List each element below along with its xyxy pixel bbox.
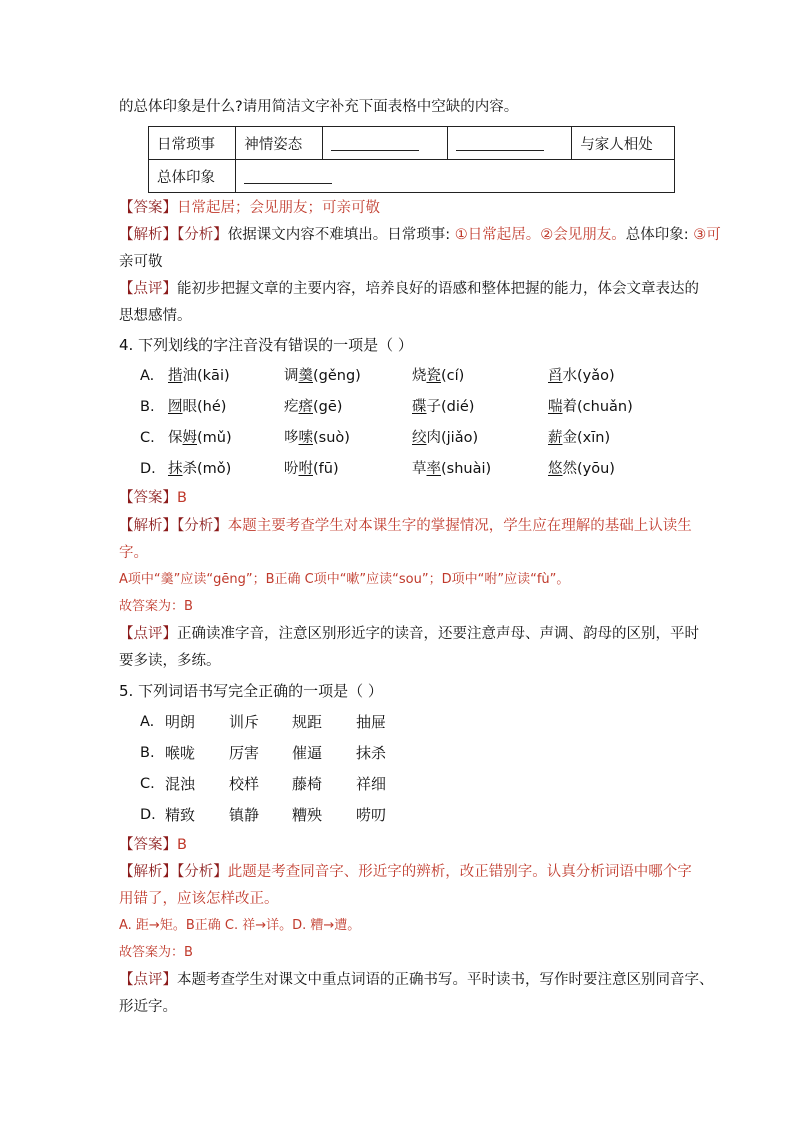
- q4-option-label: D.: [140, 461, 156, 477]
- q5-option-word: 校样: [229, 775, 260, 793]
- analysis-text: 此题是考查同音字、形近字的辨析，改正错别字。认真分析词语中哪个字: [227, 864, 692, 880]
- q4-option-item: 绞肉(jiǎo): [412, 430, 479, 446]
- q3-analysis-cont: [119, 252, 163, 272]
- analysis-highlight: ③可: [693, 227, 721, 243]
- answer-blank: [456, 136, 544, 151]
- q4-option-item: 草率(shuài): [412, 461, 492, 477]
- q5-analysis-cont: 用错了，应该怎样改正。: [119, 891, 279, 907]
- analysis-text: 本题主要考查学生对本课生字的掌握情况，学生应在理解的基础上认读生: [227, 518, 692, 534]
- q5-option-word: 祥细: [356, 775, 387, 793]
- q4-option-item: 调羹(gěng): [284, 368, 361, 384]
- q5-option-word: 训斥: [229, 713, 260, 731]
- q5-comment-cont: 形近字。: [119, 999, 177, 1015]
- q4-title: 4. 下列划线的字注音没有错误的一项是（ ）: [119, 336, 413, 354]
- table-cell-family: 与家人相处: [572, 127, 675, 160]
- comment-text: 本题考查学生对课文中重点词语的正确书写。平时读书，写作时要注意区别同音字、: [177, 972, 714, 988]
- q4-comment-cont: 要多读，多练。: [119, 653, 221, 669]
- comment-tag: 【点评】: [119, 972, 177, 988]
- q3-comment: [119, 279, 699, 299]
- q4-option-item: 悠然(yōu): [548, 461, 615, 477]
- q3-analysis: [119, 225, 721, 245]
- q5-title: 5. 下列词语书写完全正确的一项是（ ）: [119, 682, 383, 700]
- q5-option-label: B.: [140, 745, 155, 761]
- q5-option-word: 混浊: [165, 775, 196, 793]
- comment-tag: 【点评】: [119, 626, 177, 642]
- q4-option-item: 揩油(kāi): [168, 368, 230, 384]
- q5-option-word: 厉害: [229, 744, 260, 762]
- q4-option-label: B.: [140, 399, 155, 415]
- answer-text: B: [177, 490, 187, 506]
- q5-option-label: C.: [140, 776, 155, 792]
- analysis-text: 依据课文内容不难填出。日常琐事:: [227, 227, 455, 243]
- answer-tag: 【答案】: [119, 200, 177, 216]
- q4-analysis-cont: 字。: [119, 545, 148, 561]
- q3-answer: [119, 198, 380, 218]
- q5-option-label: A.: [140, 714, 155, 730]
- q4-option-item: 疙瘩(gē): [284, 399, 343, 415]
- table-cell-blank-3: [236, 160, 675, 193]
- answer-blank: [244, 169, 332, 184]
- q5-option-word: 唠叨: [356, 806, 387, 824]
- comment-text: 能初步把握文章的主要内容，培养良好的语感和整体把握的能力，体会文章表达的: [177, 281, 699, 297]
- q5-option-word: 抹杀: [356, 744, 387, 762]
- q4-detail: A项中“羹”应读“gēng”；B正确 C项中“嗽”应读“sou”；D项中“咐”应读“fù”。: [119, 572, 570, 587]
- comment-tag: 【点评】: [119, 281, 177, 297]
- q3-comment-cont: 思想感情。: [119, 308, 192, 324]
- q5-option-word: 规距: [292, 713, 323, 731]
- q4-option-item: 喘着(chuǎn): [548, 399, 633, 415]
- fill-table: [148, 126, 675, 193]
- intro-line: 的总体印象是什么?请用简洁文字补充下面表格中空缺的内容。: [119, 99, 519, 115]
- q4-option-item: 舀水(yǎo): [548, 368, 615, 384]
- q5-option-word: 明朗: [165, 713, 196, 731]
- analysis-tag: 【解析】【分析】: [119, 864, 228, 880]
- q5-option-word: 镇静: [229, 806, 260, 824]
- q4-option-item: 哆嗦(suò): [284, 430, 350, 446]
- comment-text: 正确读准字音，注意区别形近字的读音，还要注意声母、声调、韵母的区别，平时: [177, 626, 699, 642]
- q5-option-word: 喉咙: [165, 744, 196, 762]
- table-cell-daily: 日常琐事: [149, 127, 236, 160]
- table-cell-blank-2: [447, 127, 571, 160]
- analysis-highlight: ①日常起居。②会见朋友。: [454, 227, 626, 243]
- q4-so-answer: 故答案为：B: [119, 599, 193, 614]
- table-cell-expression: 神情姿态: [236, 127, 323, 160]
- q5-detail: A. 距→矩。B正确 C. 祥→详。D. 糟→遭。: [119, 918, 361, 933]
- q5-option-word: 糟殃: [292, 806, 323, 824]
- analysis-tag: 【解析】【分析】: [119, 518, 228, 534]
- q4-option-item: 保姆(mǔ): [168, 430, 232, 446]
- q4-option-label: C.: [140, 430, 155, 446]
- answer-tag: 【答案】: [119, 490, 177, 506]
- q5-so-answer: 故答案为：B: [119, 945, 193, 960]
- q5-option-word: 抽屉: [356, 713, 387, 731]
- q5-option-word: 催逼: [292, 744, 323, 762]
- analysis-text: 亲可敬: [119, 254, 163, 270]
- answer-blank: [331, 136, 419, 151]
- q4-answer: [119, 488, 187, 508]
- answer-tag: 【答案】: [119, 837, 177, 853]
- analysis-text: 总体印象:: [625, 227, 694, 243]
- q5-analysis: [119, 862, 692, 882]
- q5-answer: [119, 835, 187, 855]
- q4-option-item: 吩咐(fū): [284, 461, 339, 477]
- table-cell-overall: 总体印象: [149, 160, 236, 193]
- q4-option-item: 囫眼(hé): [168, 399, 227, 415]
- answer-text: B: [177, 837, 187, 853]
- q4-option-label: A.: [140, 368, 155, 384]
- q4-comment: [119, 624, 699, 644]
- analysis-tag: 【解析】【分析】: [119, 227, 228, 243]
- q5-option-word: 藤椅: [292, 775, 323, 793]
- answer-text: 日常起居；会见朋友；可亲可敬: [177, 200, 380, 216]
- table-cell-blank-1: [323, 127, 447, 160]
- q5-comment: [119, 970, 714, 990]
- q4-option-item: 烧瓷(cí): [412, 368, 465, 384]
- q5-option-word: 精致: [165, 806, 196, 824]
- q4-option-item: 薪金(xīn): [548, 430, 611, 446]
- q4-option-item: 碟子(dié): [412, 399, 475, 415]
- q4-option-item: 抹杀(mǒ): [168, 461, 232, 477]
- q4-analysis: [119, 516, 692, 536]
- q5-option-label: D.: [140, 807, 156, 823]
